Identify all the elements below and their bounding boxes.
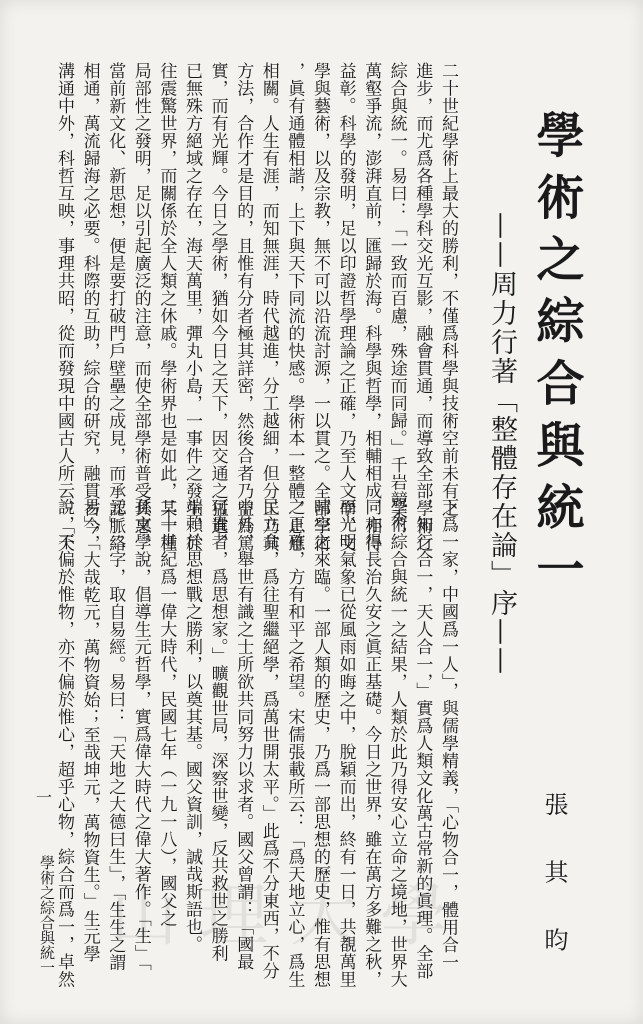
body-text-column: 相通，萬流歸海之必要。科際的互助，綜合的研究，融貫古今，: [79, 62, 100, 552]
body-text-column: 學與藝術，以及宗教，無不可以沿流討源，一以貫之。全部學術: [310, 62, 330, 552]
body-text-column: 益彰。科學的發明，足以印證哲學理論之正確，乃至人文學、文: [335, 62, 356, 552]
body-text-column: 學術綜合與統一之結果，人類於此乃得安心立命之境地，世界大: [386, 498, 407, 988]
body-text-column: 孫文學說，倡導生元哲學，實爲偉大時代之偉大著作。「生」「: [130, 498, 151, 971]
body-text-column: 方法，合作才是目的，且惟有分者極其詳密，然後合者乃益爲篤: [233, 62, 254, 552]
body-text-column: 而光明氣象已從風雨如晦之中，脫穎而出，終有一日，共覩萬里: [335, 498, 356, 988]
body-text-column: 民立命，爲往聖繼絕學，爲萬世開太平。」此爲不分東西，不分: [258, 498, 279, 980]
body-text-column: 同亦得長治久安之眞正基礎。今日之世界，雖在萬方多難之秋，: [361, 498, 382, 988]
body-text-column: 當前新文化、新思想，便是要打破門戶壁壘之成見，而承認脈絡: [105, 62, 126, 552]
body-text-column: 晴空之來臨。一部人類的歷史，乃爲一部思想的歷史，惟有思想: [310, 498, 330, 988]
body-text-column: 局部性之發明，足以引起廣泛的注意，而使全部學術普受其惠。: [130, 62, 151, 552]
body-text-column: 端賴於思想戰之勝利，以奠其基。國父資訓，誠哉斯語也。: [182, 498, 202, 953]
body-text-column: 下爲一家，中國爲一人」，與儒學精義，「心物合一，體用合一: [438, 498, 458, 971]
body-text-column: ，眞有通體相諧，上下與天下同流的快感。學術本一整體，息息: [284, 62, 305, 552]
body-text-column: 往震驚世界，而關係於全人類之休戚。學術界也是如此，某一種: [156, 62, 177, 552]
body-text-column: 二十世紀學術上最大的勝利，不僅爲科學與技術空前未有之: [438, 62, 458, 517]
library-watermark: 山理大學: [110, 877, 471, 956]
author-name: 張 其 昀: [540, 792, 568, 970]
body-text-column: 萬壑爭流，澎湃直前，匯歸於海。科學與哲學，相輔相成，相得: [361, 62, 382, 552]
body-text-column: 之正確，方有和平之希望。宋儒張載所云：「爲天地立心，爲生: [284, 498, 305, 988]
body-text-column: 實，而有光輝。今日之學術，猶如今日之天下，因交通之猛進，: [207, 62, 228, 552]
body-text-column: 元」二字，取自易經。易曰：「天地之大德曰生」，「生生之謂: [105, 498, 126, 971]
body-text-column: 可貴者，爲思想家。」曠觀世局，深察世變，反共救世之勝利: [207, 498, 228, 962]
body-text-column: 進步，而尤爲各種學科交光互影，融會貫通，而導致全部學術之: [412, 62, 433, 552]
body-text-column: 已無殊方絕域之存在，海天萬里，彈丸小島，一事件之發生，往: [182, 62, 202, 552]
body-text-column: 相關。人生有涯，而知無涯，時代越進，分工越細，但分工乃其: [258, 62, 279, 552]
body-text-column: 說，不偏於惟物，亦不偏於惟心，超乎心物，綜合而爲一，卓然: [54, 498, 74, 988]
body-text-column: 中外，舉世有識之士所欲共同努力以求者。國父曾謂：「國最: [233, 498, 254, 971]
body-text-column: ，知行合一，天人合一，」實爲人類文化萬古常新的眞理。全部: [412, 498, 433, 980]
article-subtitle: ——周力行著「整體存在論」序——: [486, 212, 517, 676]
body-text-column: 綜合與統一。易曰：「一致而百慮，殊途而同歸。」千岩競秀，: [386, 62, 407, 544]
body-text-column: 溝通中外，科哲互映，事理共昭，從而發現中國古人所云：「天: [54, 62, 74, 552]
body-text-column: 易」，「大哉乾元，萬物資始；至哉坤元，萬物資生。」生元學: [79, 498, 100, 963]
page-number: 一: [35, 788, 52, 807]
body-text-column: 二十世紀爲一偉大時代，民國七年（一九一八），國父之: [156, 498, 177, 927]
article-title: 學術之綜合與統一: [528, 110, 584, 606]
running-footer-title: 學術之綜合與統一: [38, 855, 56, 975]
